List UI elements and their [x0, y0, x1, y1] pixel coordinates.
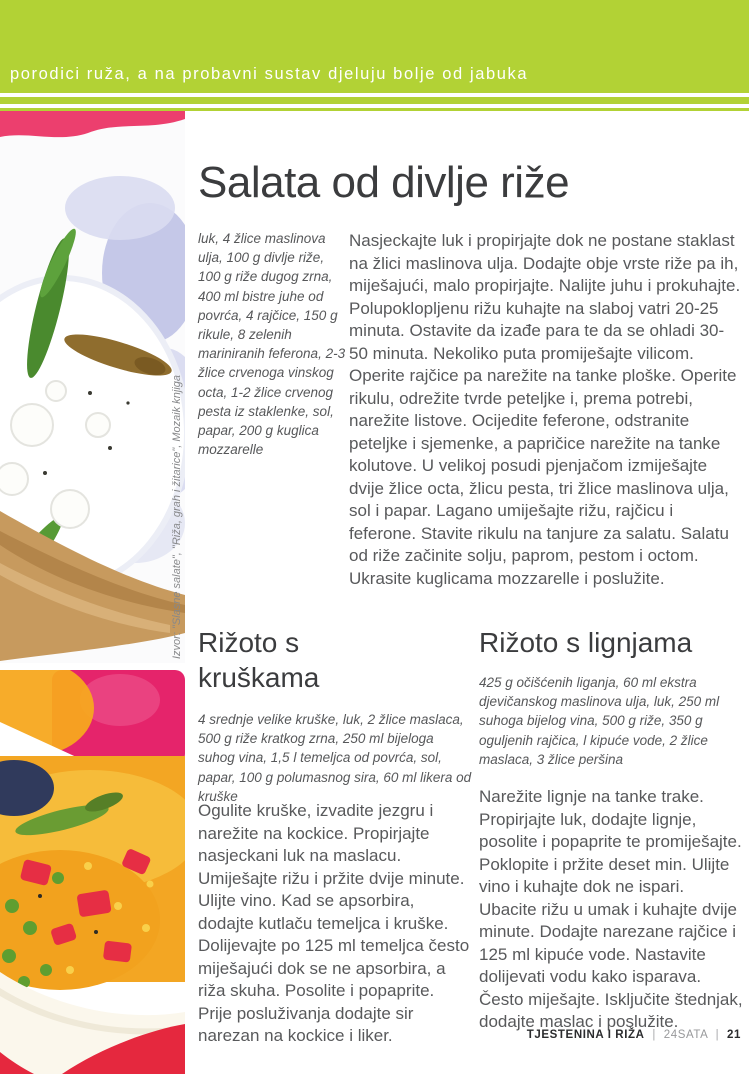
- recipe-ingredients-kruskama: 4 srednje velike kruške, luk, 2 žlice maslaca, 500 g riže kratkog zrna, 250 ml bijeloga suhog vina, 1,5 l temeljca od povrća, sol, papar, 100 g polumasnog sira, 60 ml likera od kruške: [198, 712, 472, 804]
- footer-brand: 24SATA: [663, 1029, 708, 1041]
- recipe-title-rizoto-s-lignjama: Rižoto s lignjama: [479, 627, 693, 658]
- recipe-ingredients-salata: luk, 4 žlice maslinova ulja, 100 g divlje riže, 100 g riže dugog zrna, 400 ml bistre juhe od povrća, 4 rajčice, 150 g rikule, 8 zelenih mariniranih feferona, 2-3 žlice crvenoga vinskog octa, 1-2 žlice crvenog pesta iz staklenke, sol, papar, 200 g kuglica mozzarelle: [198, 231, 346, 458]
- risotto-photo-image: [0, 670, 185, 1074]
- risotto-photo: [0, 670, 185, 1074]
- salad-photo: [0, 93, 185, 663]
- footer-page-number: 21: [727, 1029, 741, 1041]
- recipe-instructions-kruskama: Ogulite kruške, izvadite jezgru i narežite na kockice. Propirjajte nasjeckani luk na maslacu. Umiješajte rižu i pržite dvije minute. Ulijte vino. Kad se apsorbira, dodajte kutlaču temeljca i kruške. Dolijevajte po 125 ml temeljca često miješajući dok se ne apsorbira, a riža skuha. Posolite i popaprite. Prije posluživanja dodajte sir narezan na kockice i liker.: [198, 801, 470, 1045]
- divider-stripe: [0, 97, 749, 104]
- masthead-tagline: porodici ruža, a na probavni sustav djeluju bolje od jabuka: [10, 65, 529, 83]
- recipe-title-rizoto-s-kruskama: Rižoto s kruškama: [198, 627, 320, 693]
- recipe-ingredients-lignjama: 425 g očišćenih liganja, 60 ml ekstra djevičanskog maslinova ulja, luk, 250 ml suhoga bijelog vina, 500 g riže, 350 g oguljenih rajčica, l kipuće vode, 2 žlice maslaca, 3 žlice peršina: [479, 675, 720, 767]
- recipe-instructions-lignjama: Narežite lignje na tanke trake. Propirjajte luk, dodajte lignje, posolite i popaprite te promiješajte. Poklopite i pržite deset min. Ulijte vino i kuhajte dok ne ispari. Ubacite rižu u umak i kuhajte dvije minute. Dodajte narezane rajčice i 125 ml kipuće vode. Nastavite dolijevati vodu kako isparava. Često miješajte. Isključite štednjak, dodajte maslac i poslužite.: [479, 787, 743, 1031]
- divider-stripe: [0, 108, 749, 111]
- footer-separator: |: [652, 1029, 656, 1041]
- recipe-instructions-salata: Nasjeckajte luk i propirjajte dok ne postane staklast na žlici maslinova ulja. Dodajte obje vrste riže pa ih, miješajući, malo propirjajte. Nalijte juhu i prokuhajte. Polupoklopljenu rižu kuhajte na slaboj vatri 20-25 minuta. Ostavite da izađe para te da se ohladi 30-50 minuta. Nekoliko puta promiješajte vilicom. Operite rajčice pa narežite na tanke ploške. Operite rikulu, odrežite tvrde peteljke i, prema potrebi, narežite listove. Ocijedite feferone, odstranite peteljke i sjemenke, a papričice narežite na tanke kolutove. U velikoj posudi pjenjačom izmiješajte dvije žlice octa, žlicu pesta, tri žlice maslinova ulja, sol i papar. Lagano umiješajte rižu, rajčicu i feferone. Stavite rikulu na tanjure za salatu. Salatu od riže začinite solju, paprom, pestom i octom. Ukrasite kuglicama mozzarelle i poslužite.: [349, 231, 741, 588]
- masthead-green-bar: [0, 0, 749, 93]
- footer-separator: |: [715, 1029, 720, 1041]
- salad-photo-image: [0, 93, 185, 663]
- footer-section-label: TJESTENINA I RIŽA: [526, 1029, 645, 1041]
- page-footer: [527, 1029, 741, 1041]
- recipe-title-salata-od-divlje-rize: Salata od divlje riže: [198, 158, 570, 207]
- photo-source-caption: Izvor: "Slasne salate", "Riža, grah i žitarice", Mozaik knjiga: [171, 374, 183, 659]
